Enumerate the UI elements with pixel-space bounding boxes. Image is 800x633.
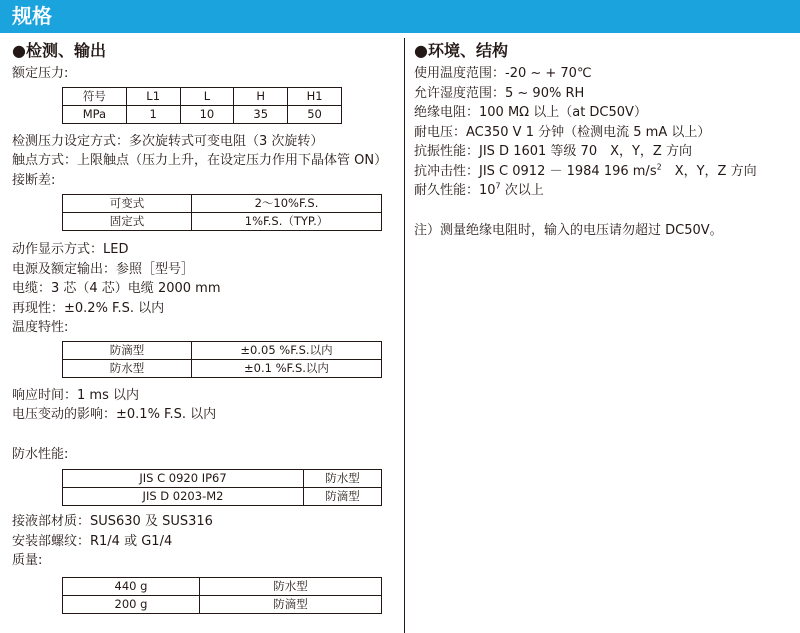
table-cell: JIS D 0203-M2 xyxy=(63,488,304,506)
repeatability-text: 再现性：±0.2% F.S. 以内 xyxy=(12,300,165,316)
waterproof-table xyxy=(62,469,382,506)
table-row xyxy=(63,488,382,506)
table-row xyxy=(63,470,382,488)
cable-text: 电缆：3 芯（4 芯）电缆 2000 mm xyxy=(12,281,221,296)
operating-temp-text: 使用温度范围：-20 ~ + 70℃ xyxy=(414,66,592,81)
table-row xyxy=(63,577,382,595)
table-cell: 1 xyxy=(126,105,180,123)
contact-point-text: 触点方式：上限触点（压力上升，在设定压力作用下晶体管 ON） xyxy=(12,153,388,168)
temp-char-table xyxy=(62,341,382,378)
table-cell: ±0.05 %F.S.以内 xyxy=(192,341,382,359)
waterproof-label: 防水性能: xyxy=(12,446,69,462)
section-title-detection-output: ●检测、输出 xyxy=(12,41,106,60)
response-time-text: 响应时间：1 ms 以内 xyxy=(12,387,139,403)
pressure-table xyxy=(62,87,342,124)
table-cell: 防滴型 xyxy=(63,341,192,359)
table-cell: 符号 xyxy=(63,87,127,105)
table-cell: H1 xyxy=(288,87,342,105)
durability-suffix: 次以上 xyxy=(500,183,544,198)
table-cell: JIS C 0920 IP67 xyxy=(63,470,304,488)
table-cell: 可变式 xyxy=(63,195,192,213)
shock-suffix: X，Y，Z 方向 xyxy=(661,163,757,179)
column-divider xyxy=(404,38,405,633)
table-cell: L1 xyxy=(126,87,180,105)
durability-text xyxy=(414,181,794,201)
hysteresis-label: 接断差: xyxy=(12,172,56,188)
hysteresis-table xyxy=(62,194,382,231)
table-cell: 1%F.S.（TYP.） xyxy=(192,213,382,231)
table-cell: 防滴型 xyxy=(304,488,382,506)
detect-setting-text: 检测压力设定方式：多次旋转式可变电阻（3 次旋转） xyxy=(12,133,324,149)
mount-thread-text: 安装部螺纹：R1/4 或 G1/4 xyxy=(12,533,173,549)
shock-text xyxy=(414,162,794,182)
shock-exponent: 2 xyxy=(656,162,662,172)
left-column xyxy=(12,38,397,614)
temp-char-label: 温度特性: xyxy=(12,320,69,335)
table-cell: 200 g xyxy=(63,595,200,613)
table-cell: ±0.1 %F.S.以内 xyxy=(192,359,382,377)
table-row xyxy=(63,595,382,613)
durability-exponent: 7 xyxy=(495,181,501,191)
allowed-humidity-text: 允许湿度范围：5 ~ 90% RH xyxy=(414,85,585,101)
durability-prefix: 耐久性能：10 xyxy=(414,183,496,198)
note-text: 注）测量绝缘电阻时，输入的电压请勿超过 DC50V。 xyxy=(414,222,723,238)
table-cell: 10 xyxy=(180,105,234,123)
table-cell: MPa xyxy=(63,105,127,123)
shock-prefix: 抗冲击性：JIS C 0912 － 1984 196 m/s xyxy=(414,163,657,179)
table-cell: H xyxy=(234,87,288,105)
rated-pressure-label: 额定压力: xyxy=(12,66,69,81)
table-cell: 50 xyxy=(288,105,342,123)
table-cell: 2～10%F.S. xyxy=(192,195,382,213)
right-column xyxy=(414,38,794,240)
table-cell: 防水型 xyxy=(304,470,382,488)
vibration-text: 抗振性能：JIS D 1601 等级 70 X，Y，Z 方向 xyxy=(414,144,692,159)
table-cell: 35 xyxy=(234,105,288,123)
table-cell: L xyxy=(180,87,234,105)
table-cell: 防滴型 xyxy=(200,595,382,613)
table-row xyxy=(63,359,382,377)
table-cell: 防水型 xyxy=(200,577,382,595)
mass-table xyxy=(62,577,382,614)
mass-label: 质量: xyxy=(12,553,43,568)
table-row xyxy=(63,87,342,105)
table-cell: 防水型 xyxy=(63,359,192,377)
table-row xyxy=(63,341,382,359)
section-title-environment-structure: ●环境、结构 xyxy=(414,41,508,60)
table-row xyxy=(63,213,382,231)
table-cell: 440 g xyxy=(63,577,200,595)
table-row xyxy=(63,105,342,123)
display-method-text: 动作显示方式：LED xyxy=(12,242,129,257)
voltage-effect-text: 电压变动的影响：±0.1% F.S. 以内 xyxy=(12,407,217,422)
withstand-voltage-text: 耐电压：AC350 V 1 分钟（检测电流 5 mA 以上） xyxy=(414,124,711,140)
power-output-text: 电源及额定输出：参照［型号］ xyxy=(12,261,195,277)
table-row xyxy=(63,195,382,213)
page-title: 规格 xyxy=(0,0,800,33)
insulation-text: 绝缘电阻：100 MΩ 以上（at DC50V） xyxy=(414,105,647,120)
wetted-material-text: 接液部材质：SUS630 及 SUS316 xyxy=(12,514,213,529)
table-cell: 固定式 xyxy=(63,213,192,231)
